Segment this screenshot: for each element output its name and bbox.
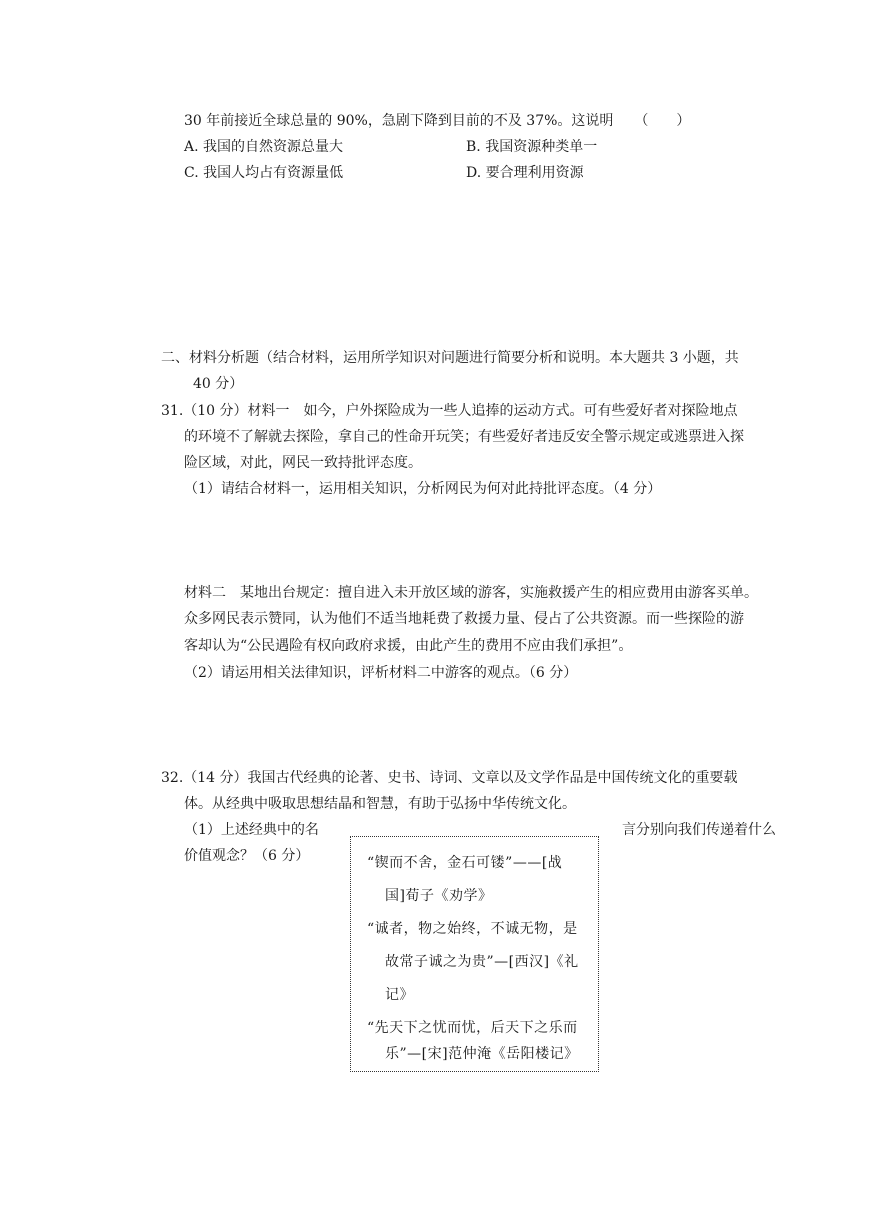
q31-material-2-line-2: 众多网民表示赞同，认为他们不适当地耗费了救援力量、侵占了公共资源。而一些探险的游 bbox=[184, 611, 744, 627]
quote-line: 国]荀子《劝学》 bbox=[385, 888, 493, 904]
q32-sub-question-1-right: 言分别向我们传递着什么 bbox=[622, 822, 776, 838]
q32-sub-question-1-left: （1）上述经典中的名 bbox=[184, 822, 319, 838]
q31-line-1: 31.（10 分）材料一 如今，户外探险成为一些人追捧的运动方式。可有些爱好者对探险地点 bbox=[161, 403, 738, 419]
quote-box bbox=[350, 836, 599, 1072]
quote-line: 记》 bbox=[385, 987, 414, 1003]
section2-heading: 二、材料分析题（结合材料，运用所学知识对问题进行简要分析和说明。本大题共 3 小题，共 bbox=[161, 350, 739, 366]
q31-line-3: 险区域，对此，网民一致持批评态度。 bbox=[184, 455, 422, 471]
section2-heading-cont: 40 分） bbox=[193, 376, 244, 392]
q30-option-b: B. 我国资源种类单一 bbox=[466, 139, 598, 155]
q30-option-d: D. 要合理利用资源 bbox=[466, 165, 584, 181]
q31-sub-question-1: （1）请结合材料一，运用相关知识，分析网民为何对此持批评态度。（4 分） bbox=[184, 481, 662, 497]
q31-material-2-line-1: 材料二 某地出台规定：擅自进入未开放区域的游客，实施救援产生的相应费用由游客买单。 bbox=[184, 585, 758, 601]
q31-sub-question-2: （2）请运用相关法律知识，评析材料二中游客的观点。（6 分） bbox=[184, 665, 578, 681]
q32-sub-question-1-cont: 价值观念？（6 分） bbox=[184, 848, 310, 864]
quote-line: “先天下之忧而忧，后天下之乐而 bbox=[367, 1020, 578, 1036]
quote-line: “诚者，物之始终，不诚无物，是 bbox=[367, 921, 578, 937]
q30-stem: 30 年前接近全球总量的 90%，急剧下降到目前的不及 37%。这说明 （ ） bbox=[184, 113, 691, 129]
q30-option-c: C. 我国人均占有资源量低 bbox=[184, 165, 344, 181]
q31-line-2: 的环境不了解就去探险，拿自己的性命开玩笑；有些爱好者违反安全警示规定或逃票进入探 bbox=[184, 429, 744, 445]
q32-line-2: 体。从经典中吸取思想结晶和智慧，有助于弘扬中华传统文化。 bbox=[184, 796, 576, 812]
quote-line: 乐”—[宋]范仲淹《岳阳楼记》 bbox=[385, 1046, 579, 1062]
quote-line: “锲而不舍，金石可镂”——[战 bbox=[367, 855, 563, 871]
quote-line: 故常子诚之为贵”—[西汉]《礼 bbox=[385, 954, 579, 970]
q32-line-1: 32.（14 分）我国古代经典的论著、史书、诗词、文章以及文学作品是中国传统文化的重要载 bbox=[161, 770, 738, 786]
q30-option-a: A. 我国的自然资源总量大 bbox=[184, 139, 344, 155]
q31-material-2-line-3: 客却认为“公民遇险有权向政府求援，由此产生的费用不应由我们承担”。 bbox=[184, 638, 633, 654]
